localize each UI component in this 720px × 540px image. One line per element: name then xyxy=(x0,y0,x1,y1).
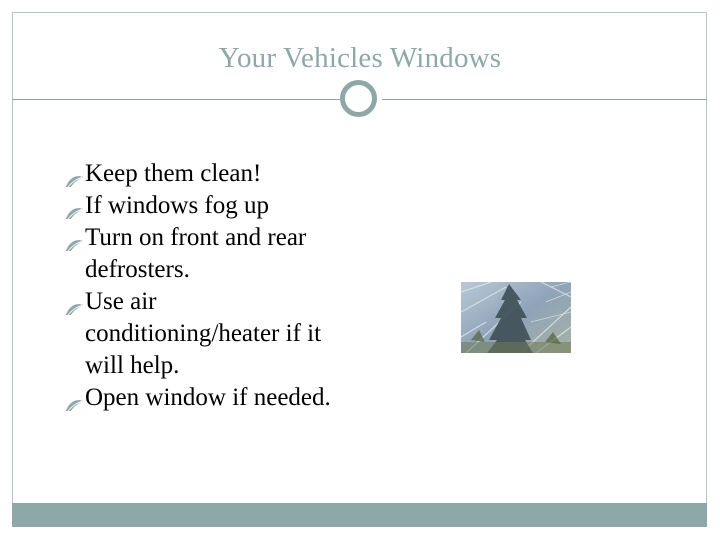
bullet-text: Keep them clean! xyxy=(85,160,262,187)
circle-ornament-icon xyxy=(340,80,377,117)
leaf-bullet-icon xyxy=(65,166,85,180)
slide-title: Your Vehicles Windows xyxy=(218,42,502,74)
leaf-bullet-icon xyxy=(65,230,85,244)
bullet-text: Turn on front and rear defrosters. xyxy=(85,224,307,283)
bullet-list xyxy=(65,158,355,414)
leaf-bullet-icon xyxy=(65,390,85,404)
bullet-item xyxy=(65,158,355,190)
bullet-item xyxy=(65,190,355,222)
frosted-window-photo xyxy=(461,282,571,353)
bullet-item xyxy=(65,382,355,414)
title-divider-right xyxy=(382,99,707,100)
bullet-item xyxy=(65,286,355,382)
footer-bar xyxy=(12,503,707,527)
bullet-text: Open window if needed. xyxy=(85,384,331,411)
bullet-item xyxy=(65,222,355,286)
bullet-text: Use air conditioning/heater if it will help. xyxy=(85,288,322,379)
title-divider-left xyxy=(12,99,340,100)
leaf-bullet-icon xyxy=(65,294,85,308)
leaf-bullet-icon xyxy=(65,198,85,212)
bullet-text: If windows fog up xyxy=(85,192,270,219)
